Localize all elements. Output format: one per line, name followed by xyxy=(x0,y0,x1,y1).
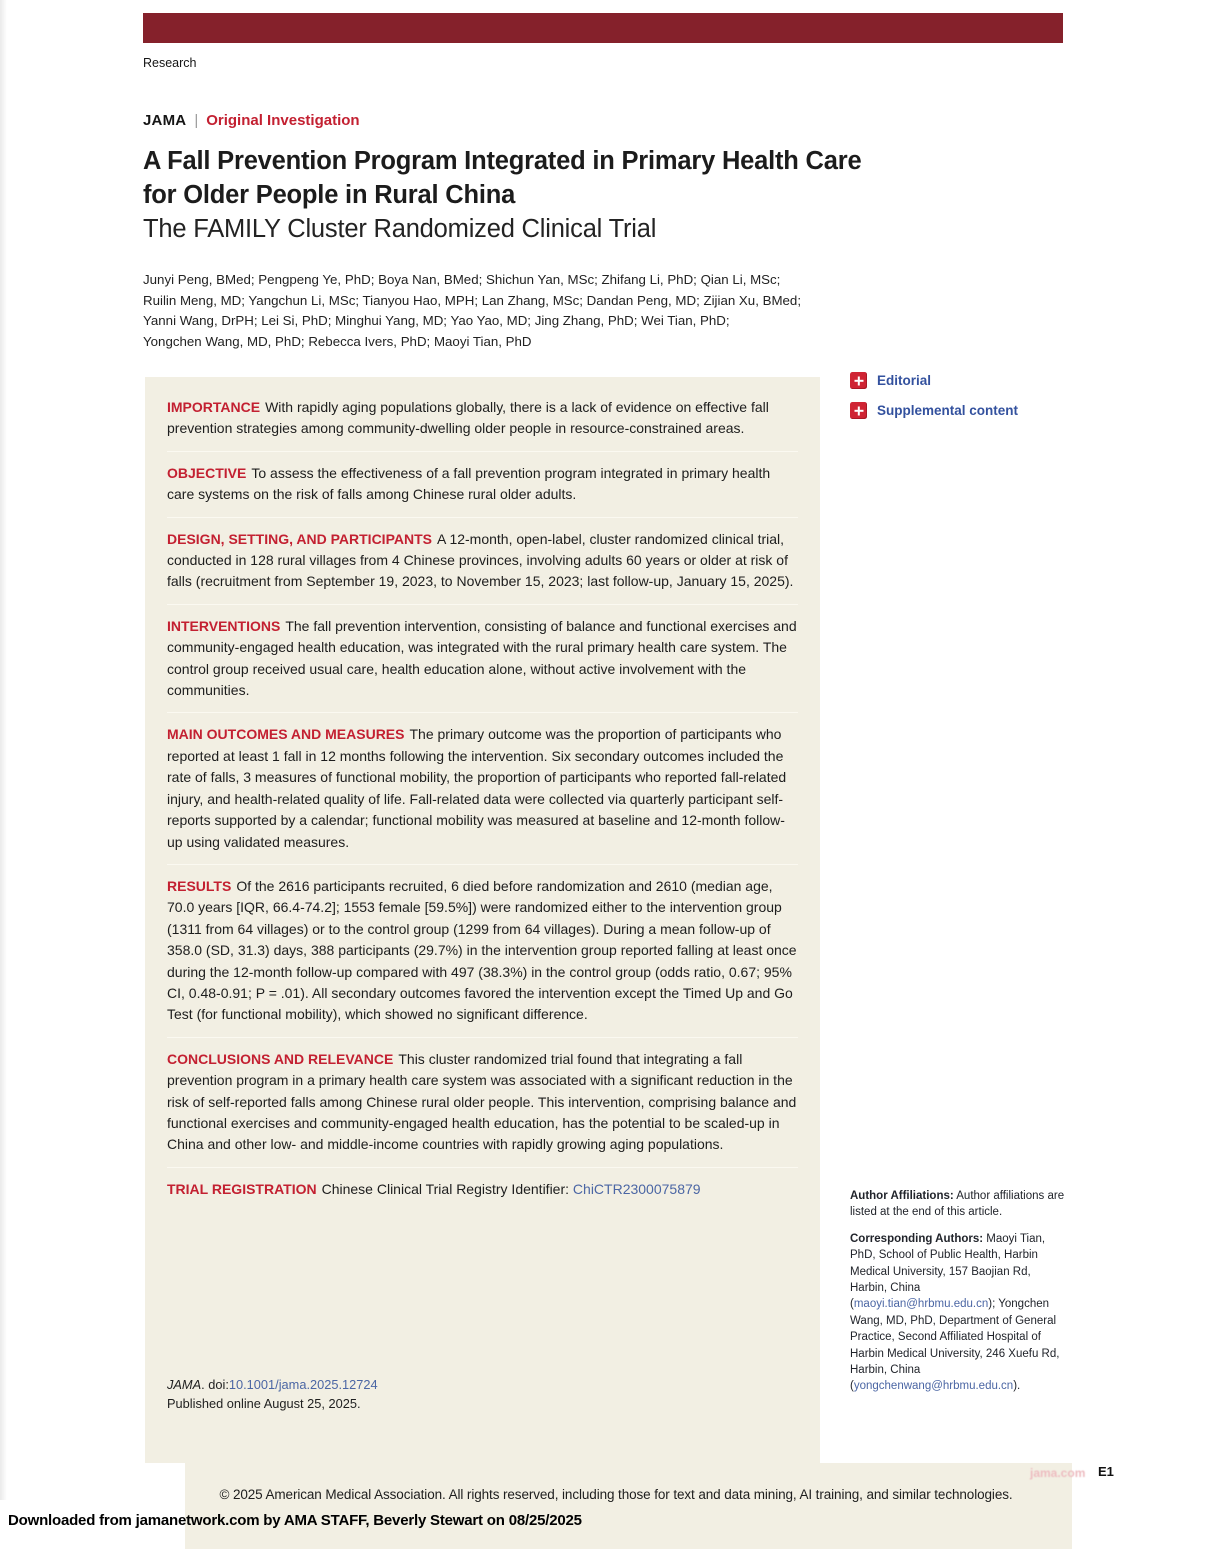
section-text: The primary outcome was the proportion of participants who reported at least 1 fall in 12 months following the intervention. Six secondary outcomes included the rate of falls, 3 measures of functional mobility, the proportion of participants who reported fall-related injury, and health-related quality of life. Fall-related data were collected via quarterly participant self-reports supported by a calendar; functional mobility was measured at baseline and 12-month follow-up using validated measures. xyxy=(167,726,787,850)
doi-link[interactable]: 10.1001/jama.2025.12724 xyxy=(228,1377,378,1392)
download-stamp: Downloaded from jamanetwork.com by AMA STAFF, Beverly Stewart on 08/25/2025 xyxy=(8,1512,582,1529)
corresponding-authors-label: Corresponding Authors: xyxy=(850,1232,984,1245)
author-line: Yongchen Wang, MD, PhD; Rebecca Ivers, PhD; Maoyi Tian, PhD xyxy=(143,333,532,349)
editorial-row xyxy=(850,372,1090,389)
article-title xyxy=(143,144,1003,246)
abstract-section-importance xyxy=(167,397,798,451)
section-label: CONCLUSIONS AND RELEVANCE xyxy=(167,1050,394,1067)
citation-block xyxy=(167,1375,378,1413)
section-label: TRIAL REGISTRATION xyxy=(167,1180,317,1197)
section-label: IMPORTANCE xyxy=(167,399,261,415)
email-link-maoyi-tian[interactable]: maoyi.tian@hrbmu.edu.cn xyxy=(853,1298,989,1311)
corresponding-text: ). xyxy=(1013,1380,1021,1393)
copyright-line: © 2025 American Medical Association. All rights reserved, including those for text and data mining, AI training, and similar technologies. xyxy=(219,1487,1013,1502)
abstract-section-objective xyxy=(167,451,798,517)
section-text: The fall prevention intervention, consisting of balance and functional exercises and community-engaged health education, was integrated with the rural primary health care system. The control group received usual care, health education alone, without active involvement with the communities. xyxy=(167,617,797,699)
abstract-section-results xyxy=(167,864,798,1037)
related-links xyxy=(850,372,1090,432)
section-text: This cluster randomized trial found that integrating a fall prevention program in a primary health care system was associated with a significant reduction in the risk of self-reported falls among Chinese rural older people. This intervention, comprising balance and functional exercises and community-engaged health education, has the potential to be scaled-up in China and other low- and middle-income countries with rapidly growing aging populations. xyxy=(167,1050,797,1153)
journal-name: JAMA xyxy=(143,112,187,129)
section-label: MAIN OUTCOMES AND MEASURES xyxy=(167,726,405,743)
plus-icon xyxy=(850,402,867,419)
abstract-section-design xyxy=(167,517,798,604)
author-list xyxy=(143,270,843,352)
trial-registry-link[interactable]: ChiCTR2300075879 xyxy=(572,1180,701,1197)
section-label: DESIGN, SETTING, AND PARTICIPANTS xyxy=(167,530,432,547)
author-line: Ruilin Meng, MD; Yangchun Li, MSc; Tianyou Hao, MPH; Lan Zhang, MSc; Dandan Peng, MD; Zijian Xu, BMed; xyxy=(143,292,802,308)
section-label: RESULTS xyxy=(167,877,232,894)
section-text: A 12-month, open-label, cluster randomized clinical trial, conducted in 128 rural villages from 4 Chinese provinces, involving adults 60 years or older at risk of falls (recruitment from September 19, 2023, to November 15, 2023; last follow-up, January 15, 2025). xyxy=(167,530,794,590)
published-line: Published online August 25, 2025. xyxy=(167,1396,361,1411)
supplemental-content-link[interactable]: Supplemental content xyxy=(877,403,1019,418)
section-text: Of the 2616 participants recruited, 6 died before randomization and 2610 (median age, 70.0 years [IQR, 66.4-74.2]; 1553 female [59.5%]) were randomized either to the intervention group (1311 from 64 villages) or to the control group (1299 from 64 villages). During a mean follow-up of 358.0 (SD, 31.3) days, 388 participants (29.7%) in the intervention group reported falling at least once during the 12-month follow-up compared with 497 (38.3%) in the control group (odds ratio, 0.67; 95% CI, 0.48-0.91; P = .01). All secondary outcomes favored the intervention except the Timed Up and Go Test (for functional mobility), which showed no significant difference. xyxy=(167,877,797,1023)
abstract-section-conclusions xyxy=(167,1037,798,1167)
section-text: To assess the effectiveness of a fall prevention program integrated in primary health care systems on the risk of falls among Chinese rural older adults. xyxy=(167,464,771,503)
author-affiliations-label: Author Affiliations: xyxy=(850,1190,954,1202)
editorial-link[interactable]: Editorial xyxy=(877,373,932,388)
doi-line xyxy=(167,1375,378,1394)
section-text: Chinese Clinical Trial Registry Identifier: xyxy=(321,1180,570,1197)
corresponding-text: Maoyi Tian, PhD, School of Public Health, Harbin Medical University, 157 Baojian Rd, Harbin, China ( xyxy=(850,1232,1046,1311)
page-edge-shadow xyxy=(0,0,7,1500)
abstract-section-outcomes xyxy=(167,712,798,863)
journal-site-faint: jama.com xyxy=(1030,1466,1086,1480)
divider-pipe: | xyxy=(194,112,199,129)
affiliations-column xyxy=(850,1188,1068,1405)
author-line: Yanni Wang, DrPH; Lei Si, PhD; Minghui Yang, MD; Yao Yao, MD; Jing Zhang, PhD; Wei Tian, PhD; xyxy=(143,313,730,328)
author-affiliations-note xyxy=(850,1188,1068,1221)
journal-header xyxy=(143,112,360,129)
abstract-section-trial-registration xyxy=(167,1167,798,1211)
article-type-label: Original Investigation xyxy=(206,112,360,129)
author-line: Junyi Peng, BMed; Pengpeng Ye, PhD; Boya Nan, BMed; Shichun Yan, MSc; Zhifang Li, PhD; Qian Li, MSc; xyxy=(143,272,781,287)
research-label: Research xyxy=(143,56,197,70)
email-link-yongchen-wang[interactable]: yongchenwang@hrbmu.edu.cn xyxy=(853,1380,1014,1393)
footer-band xyxy=(185,1463,1072,1549)
article-subtitle: The FAMILY Cluster Randomized Clinical Trial xyxy=(143,215,657,243)
plus-icon xyxy=(850,372,867,389)
doi-prefix: . doi: xyxy=(201,1377,229,1392)
title-line-1: A Fall Prevention Program Integrated in Primary Health Care xyxy=(143,147,862,175)
section-label: OBJECTIVE xyxy=(167,464,247,481)
section-text: With rapidly aging populations globally, there is a lack of evidence on effective fall prevention strategies among community-dwelling older people in resource-constrained areas. xyxy=(167,399,769,437)
page-number: E1 xyxy=(1098,1464,1114,1479)
corresponding-authors-note xyxy=(850,1231,1068,1395)
abstract-section-interventions xyxy=(167,604,798,713)
journal-name-italic: JAMA xyxy=(167,1377,202,1392)
author-affiliations-text: Author affiliations are listed at the end of this article. xyxy=(850,1190,1065,1219)
title-line-2: for Older People in Rural China xyxy=(143,181,516,209)
section-label: INTERVENTIONS xyxy=(167,617,281,634)
abstract-box xyxy=(145,377,820,1463)
masthead-bar xyxy=(143,13,1063,43)
supplemental-row xyxy=(850,402,1090,419)
corresponding-text: ); Yongchen Wang, MD, PhD, Department of General Practice, Second Affiliated Hospital of Harbin Medical University, 246 Xuefu Rd, Harbin, China ( xyxy=(850,1298,1060,1393)
